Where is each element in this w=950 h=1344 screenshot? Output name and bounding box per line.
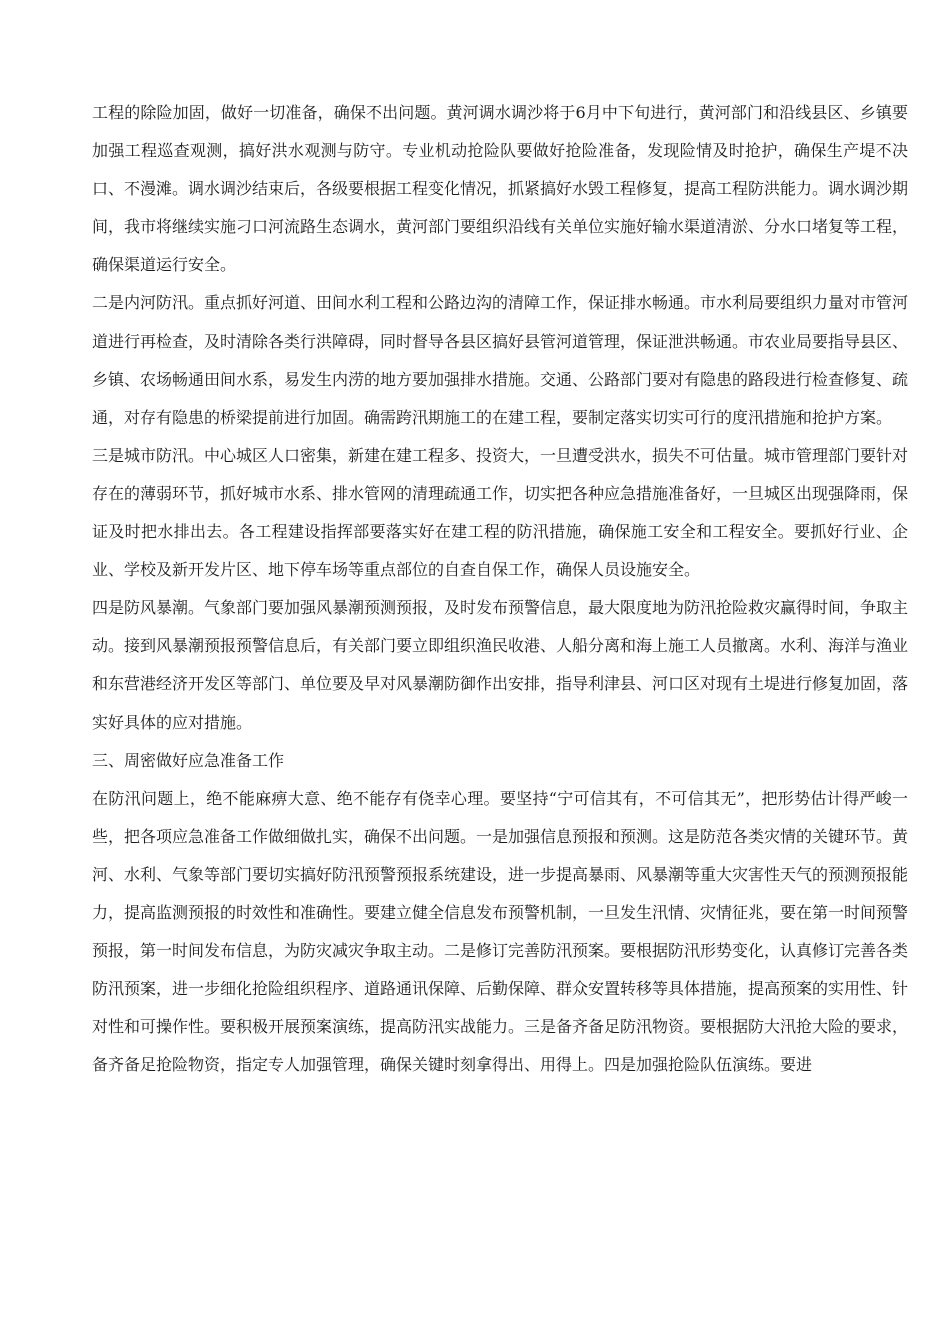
paragraph-inland-river-flood-control: 二是内河防汛。重点抓好河道、田间水利工程和公路边沟的清障工作，保证排水畅通。市水利局要组织力量对市管河道进行再检查，及时清除各类行洪障碍，同时督导各县区搞好县管河道管理，保证泄洪畅通。市农业局要指导县区、乡镇、农场畅通田间水系，易发生内涝的地方要加强排水措施。交通、公路部门要对有隐患的路段进行检查修复、疏通，对存有隐患的桥梁提前进行加固。确需跨汛期施工的在建工程，要制定落实切实可行的度汛措施和抢护方案。: [92, 293, 909, 427]
paragraph-urban-flood-control: 三是城市防汛。中心城区人口密集，新建在建工程多、投资大，一旦遭受洪水，损失不可估量。城市管理部门要针对存在的薄弱环节，抓好城市水系、排水管网的清理疏通工作，切实把各种应急措施准备好，一旦城区出现强降雨，保证及时把水排出去。各工程建设指挥部要落实好在建工程的防汛措施，确保施工安全和工程安全。要抓好行业、企业、学校及新开发片区、地下停车场等重点部位的自查自保工作，确保人员设施安全。: [92, 445, 909, 580]
paragraph-storm-surge-defense: 四是防风暴潮。气象部门要加强风暴潮预测预报，及时发布预警信息，最大限度地为防汛抢险救灾赢得时间，争取主动。接到风暴潮预报预警信息后，有关部门要立即组织渔民收港、人船分离和海上施工人员撤离。水利、海洋与渔业和东营港经济开发区等部门、单位要及早对风暴潮防御作出安排，指导利津县、河口区对现有土堤进行修复加固，落实好具体的应对措施。: [92, 598, 909, 732]
paragraph-embankment-reinforcement: 工程的除险加固，做好一切准备，确保不出问题。黄河调水调沙将于6月中下旬进行，黄河部门和沿线县区、乡镇要加强工程巡查观测，搞好洪水观测与防守。专业机动抢险队要做好抢险准备，发现险情及时抢护，确保生产堤不决口、不漫滩。调水调沙结束后，各级要根据工程变化情况，抓紧搞好水毁工程修复，提高工程防洪能力。调水调沙期间，我市将继续实施刁口河流路生态调水，黄河部门要组织沿线有关单位实施好输水渠道清淤、分水口堵复等工程，确保渠道运行安全。: [92, 103, 909, 275]
document-body: [92, 94, 908, 1084]
section-heading: 三、周密做好应急准备工作: [92, 750, 285, 770]
paragraph-emergency-preparation: 在防汛问题上，绝不能麻痹大意、绝不能存有侥幸心理。要坚持“宁可信其有，不可信其无”，把形势估计得严峻一些，把各项应急准备工作做细做扎实，确保不出问题。一是加强信息预报和预测。这是防范各类灾情的关键环节。黄河、水利、气象等部门要切实搞好防汛预警预报系统建设，进一步提高暴雨、风暴潮等重大灾害性天气的预测预报能力，提高监测预报的时效性和准确性。要建立健全信息发布预警机制，一旦发生汛情、灾情征兆，要在第一时间预警预报，第一时间发布信息，为防灾减灾争取主动。二是修订完善防汛预案。要根据防汛形势变化，认真修订完善各类防汛预案，进一步细化抢险组织程序、道路通讯保障、后勤保障、群众安置转移等具体措施，提高预案的实用性、针对性和可操作性。要积极开展预案演练，提高防汛实战能力。三是备齐备足防汛物资。要根据防大汛抢大险的要求，备齐备足抢险物资，指定专人加强管理，确保关键时刻拿得出、用得上。四是加强抢险队伍演练。要进: [92, 788, 909, 1075]
